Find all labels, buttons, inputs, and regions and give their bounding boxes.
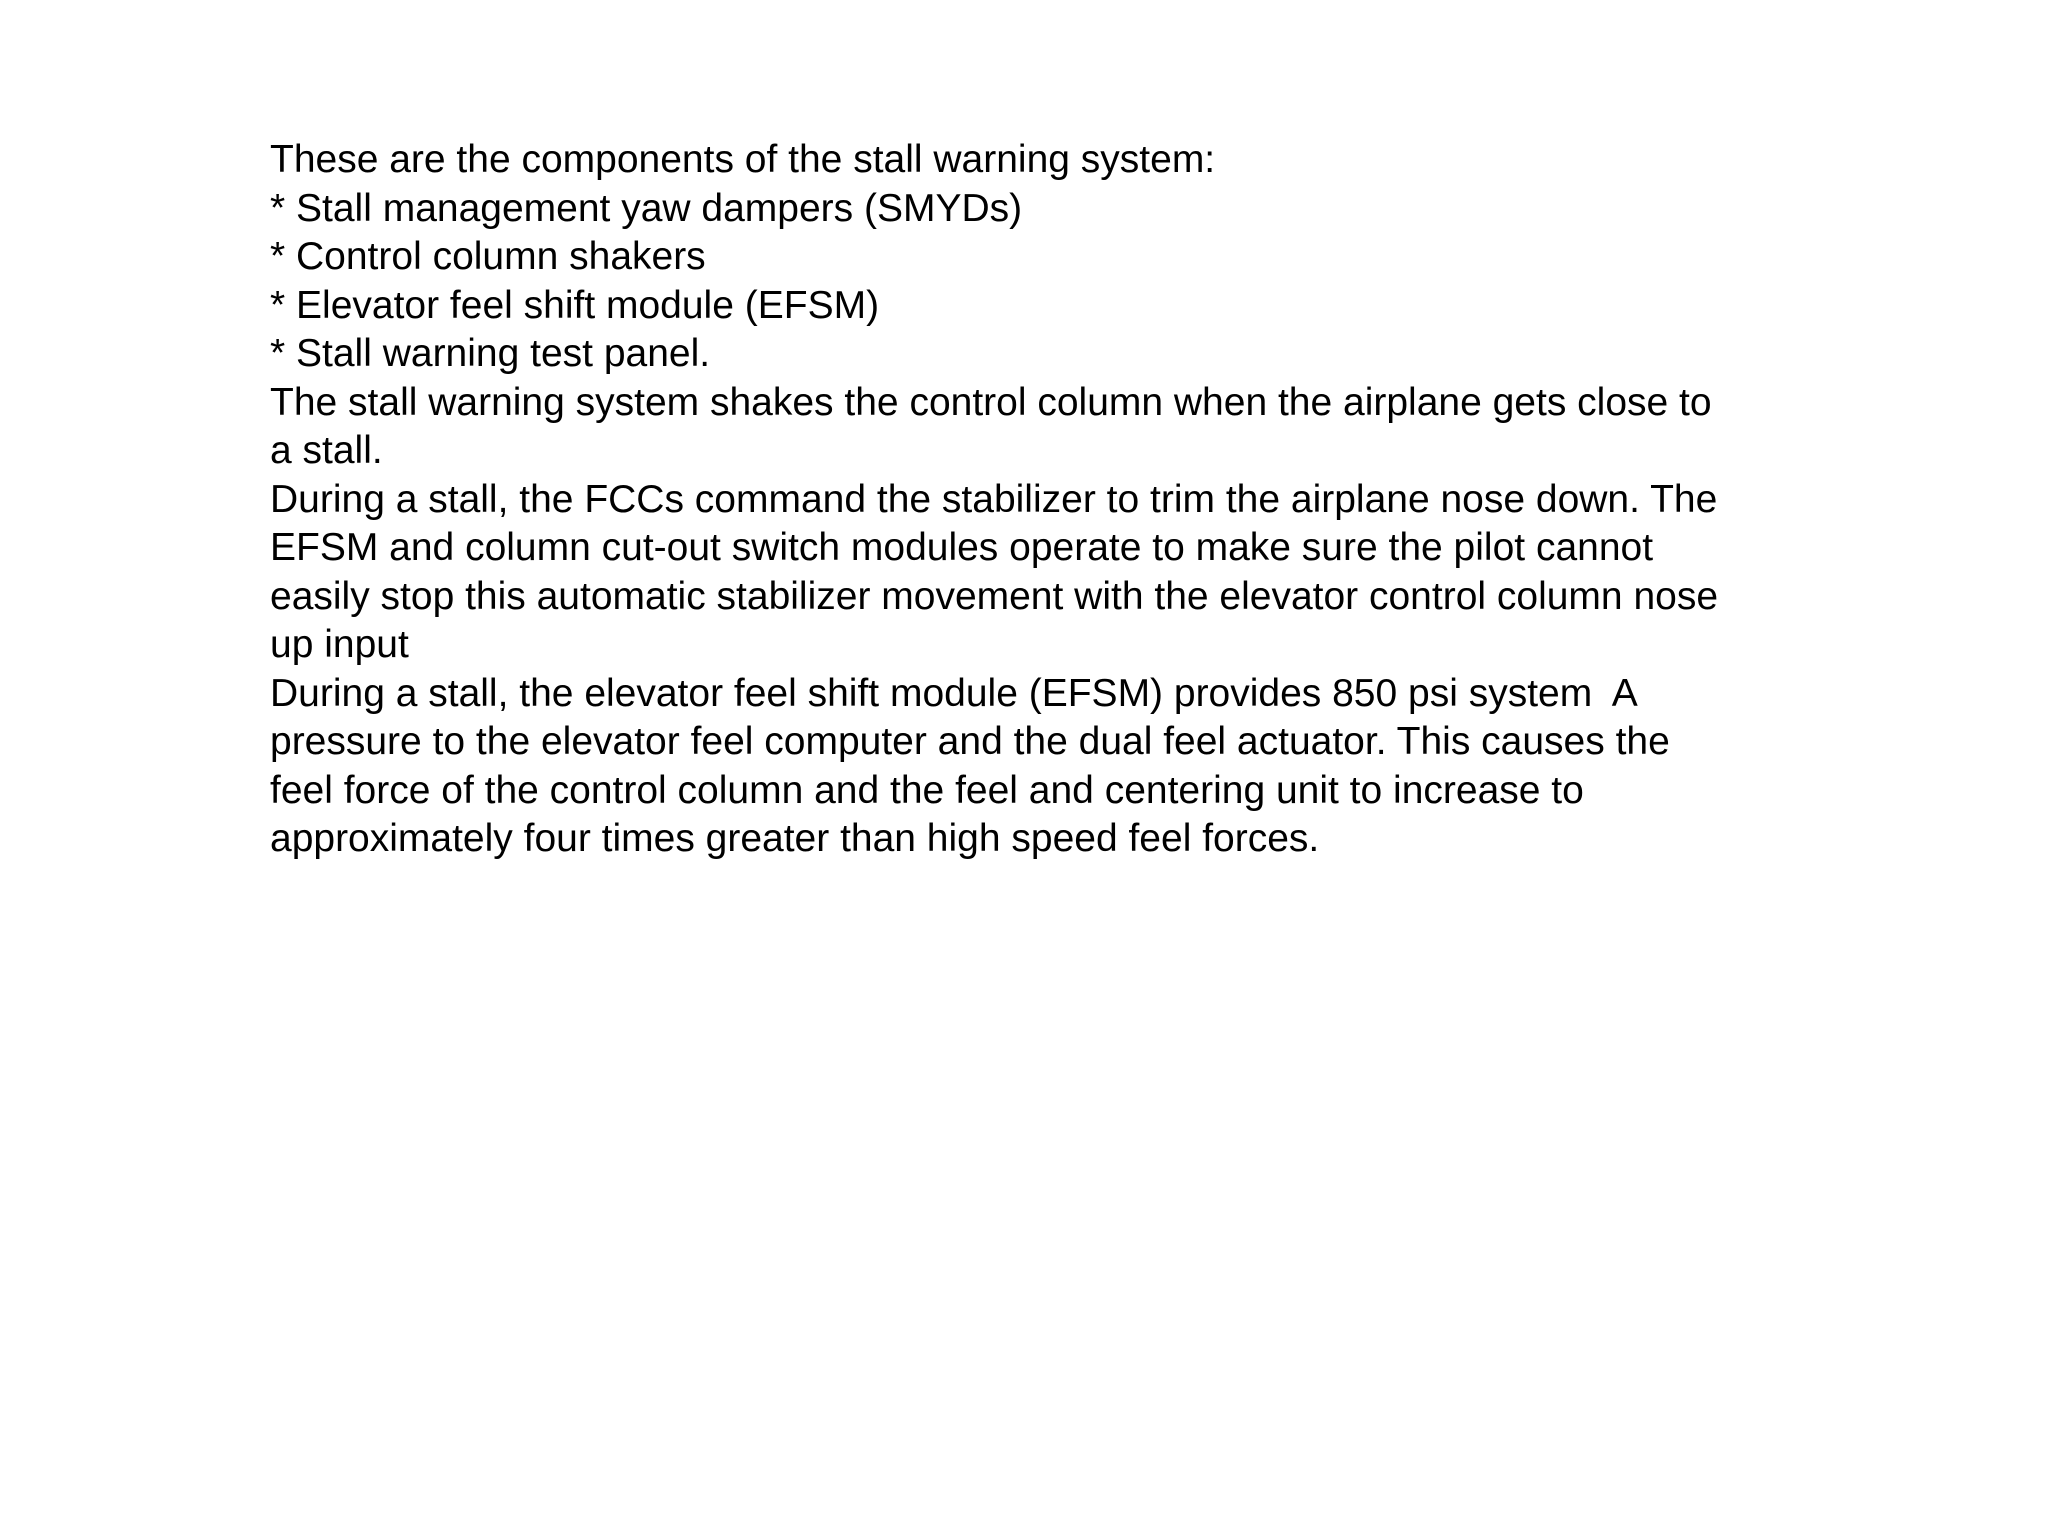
text-line: approximately four times greater than high speed feel forces. <box>270 817 1320 860</box>
text-line: up input <box>270 623 409 666</box>
text-line: a stall. <box>270 429 383 472</box>
bullet-line: * Elevator feel shift module (EFSM) <box>270 283 880 327</box>
text-line: easily stop this automatic stabilizer movement with the elevator control column nose <box>270 574 1719 618</box>
text-line: These are the components of the stall warning system: <box>270 138 1216 181</box>
bullet-line: * Stall warning test panel. <box>270 332 711 375</box>
text-line: pressure to the elevator feel computer and the dual feel actuator. This causes the <box>270 720 1670 763</box>
text-line: During a stall, the elevator feel shift module (EFSM) provides 850 psi system A <box>270 671 1638 715</box>
bullet-line: * Stall management yaw dampers (SMYDs) <box>270 186 1023 230</box>
text-line: The stall warning system shakes the control column when the airplane gets close to <box>270 380 1712 424</box>
body-text <box>270 136 1790 864</box>
text-line: During a stall, the FCCs command the stabilizer to trim the airplane nose down. The <box>270 477 1718 521</box>
text-line: EFSM and column cut-out switch modules operate to make sure the pilot cannot <box>270 526 1654 569</box>
text-line: feel force of the control column and the feel and centering unit to increase to <box>270 768 1584 812</box>
bullet-line: * Control column shakers <box>270 235 706 278</box>
